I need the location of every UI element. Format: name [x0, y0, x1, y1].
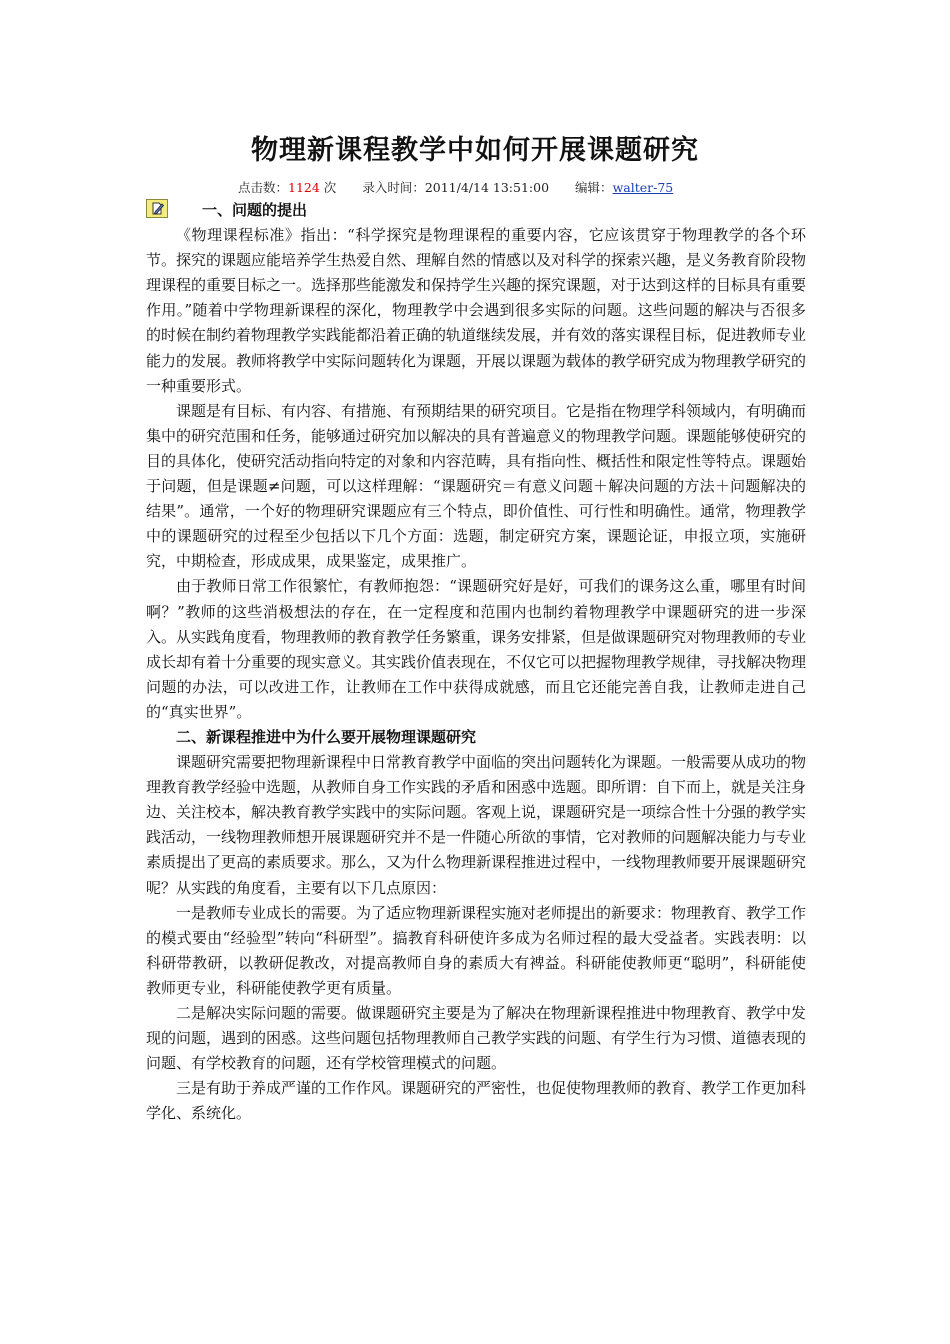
- entry-time-label: 录入时间：: [362, 180, 425, 195]
- section-heading-1: 一、问题的提出: [202, 201, 308, 219]
- editor-label: 编辑：: [575, 180, 613, 195]
- article-meta: [238, 178, 673, 196]
- article-body: [146, 198, 806, 1126]
- clicks-count: 1124: [288, 180, 320, 195]
- paragraph: 《物理课程标准》指出：“科学探究是物理课程的重要内容，它应该贯穿于物理教学的各个环节。探究的课题应能培养学生热爱自然、理解自然的情感以及对科学的探索兴趣，是义务教育阶段物理课程的重要目标之一。选择那些能激发和保持学生兴趣的探究课题，对于达到这样的目标具有重要作用。”随着中学物理新课程的深化，物理教学中会遇到很多实际的问题。这些问题的解决与否很多的时候在制约着物理教学实践能都沿着正确的轨道继续发展，并有效的落实课程目标，促进教师专业能力的发展。教师将教学中实际问题转化为课题，开展以课题为载体的教学研究成为物理教学研究的一种重要形式。: [146, 226, 807, 395]
- section-heading-2: 二、新课程推进中为什么要开展物理课题研究: [176, 727, 477, 746]
- paragraph: 课题研究需要把物理新课程中日常教育教学中面临的突出问题转化为课题。一般需要从成功的物理教育教学经验中选题，从教师自身工作实践的矛盾和困惑中选题。即所谓：自下而上，就是关注身边、关注校本，解决教育教学实践中的实际问题。客观上说，课题研究是一项综合性十分强的教学实践活动，一线物理教师想开展课题研究并不是一件随心所欲的事情，它对教师的问题解决能力与专业素质提出了更高的素质要求。那么，又为什么物理新课程推进过程中，一线物理教师要开展课题研究呢？从实践的角度看，主要有以下几点原因：: [146, 753, 807, 897]
- clicks-label: 点击数：: [238, 180, 289, 195]
- paragraph: 课题是有目标、有内容、有措施、有预期结果的研究项目。它是指在物理学科领域内，有明确而集中的研究范围和任务，能够通过研究加以解决的具有普遍意义的物理教学问题。课题能够使研究的目的具体化，使研究活动指向特定的对象和内容范畴，具有指向性、概括性和限定性等特点。课题始于问题，但是课题≠问题，可以这样理解：“课题研究＝有意义问题＋解决问题的方法＋问题解决的结果”。通常，一个好的物理研究课题应有三个特点，即价值性、可行性和明确性。通常，物理教学中的课题研究的过程至少包括以下几个方面：选题，制定研究方案，课题论证，申报立项，实施研究，中期检查，形成成果，成果鉴定，成果推广。: [146, 401, 807, 571]
- article-title: 物理新课程教学中如何开展课题研究: [251, 135, 699, 166]
- clicks-unit: 次: [319, 180, 337, 195]
- paragraph: 二是解决实际问题的需要。做课题研究主要是为了解决在物理新课程推进中物理教育、教学中发现的问题，遇到的困惑。这些问题包括物理教师自己教学实践的问题、有学生行为习惯、道德表现的问题、有学校教育的问题，还有学校管理模式的问题。: [146, 1004, 807, 1073]
- paragraph: 三是有助于养成严谨的工作作风。课题研究的严密性，也促使物理教师的教育、教学工作更加科学化、系统化。: [146, 1079, 807, 1123]
- paragraph: 一是教师专业成长的需要。为了适应物理新课程实施对老师提出的新要求：物理教育、教学工作的模式要由“经验型”转向“科研型”。搞教育科研使许多成为名师过程的最大受益者。实践表明：以科研带教研，以教研促教改，对提高教师自身的素质大有裨益。科研能使教师更“聪明”，科研能使教师更专业，科研能使教学更有质量。: [146, 903, 807, 997]
- paragraph: 由于教师日常工作很繁忙，有教师抱怨：“课题研究好是好，可我们的课务这么重，哪里有时间啊？”教师的这些消极想法的存在，在一定程度和范围内也制约着物理教学中课题研究的进一步深入。从实践角度看，物理教师的教育教学任务繁重，课务安排紧，但是做课题研究对物理教师的专业成长却有着十分重要的现实意义。其实践价值表现在，不仅它可以把握物理教学规律，寻找解决物理问题的办法，可以改进工作，让教师在工作中获得成就感，而且它还能完善自我，让教师走进自己的“真实世界”。: [146, 577, 807, 721]
- entry-time: 2011/4/14 13:51:00: [424, 180, 550, 195]
- editor-link[interactable]: walter-75: [612, 180, 674, 195]
